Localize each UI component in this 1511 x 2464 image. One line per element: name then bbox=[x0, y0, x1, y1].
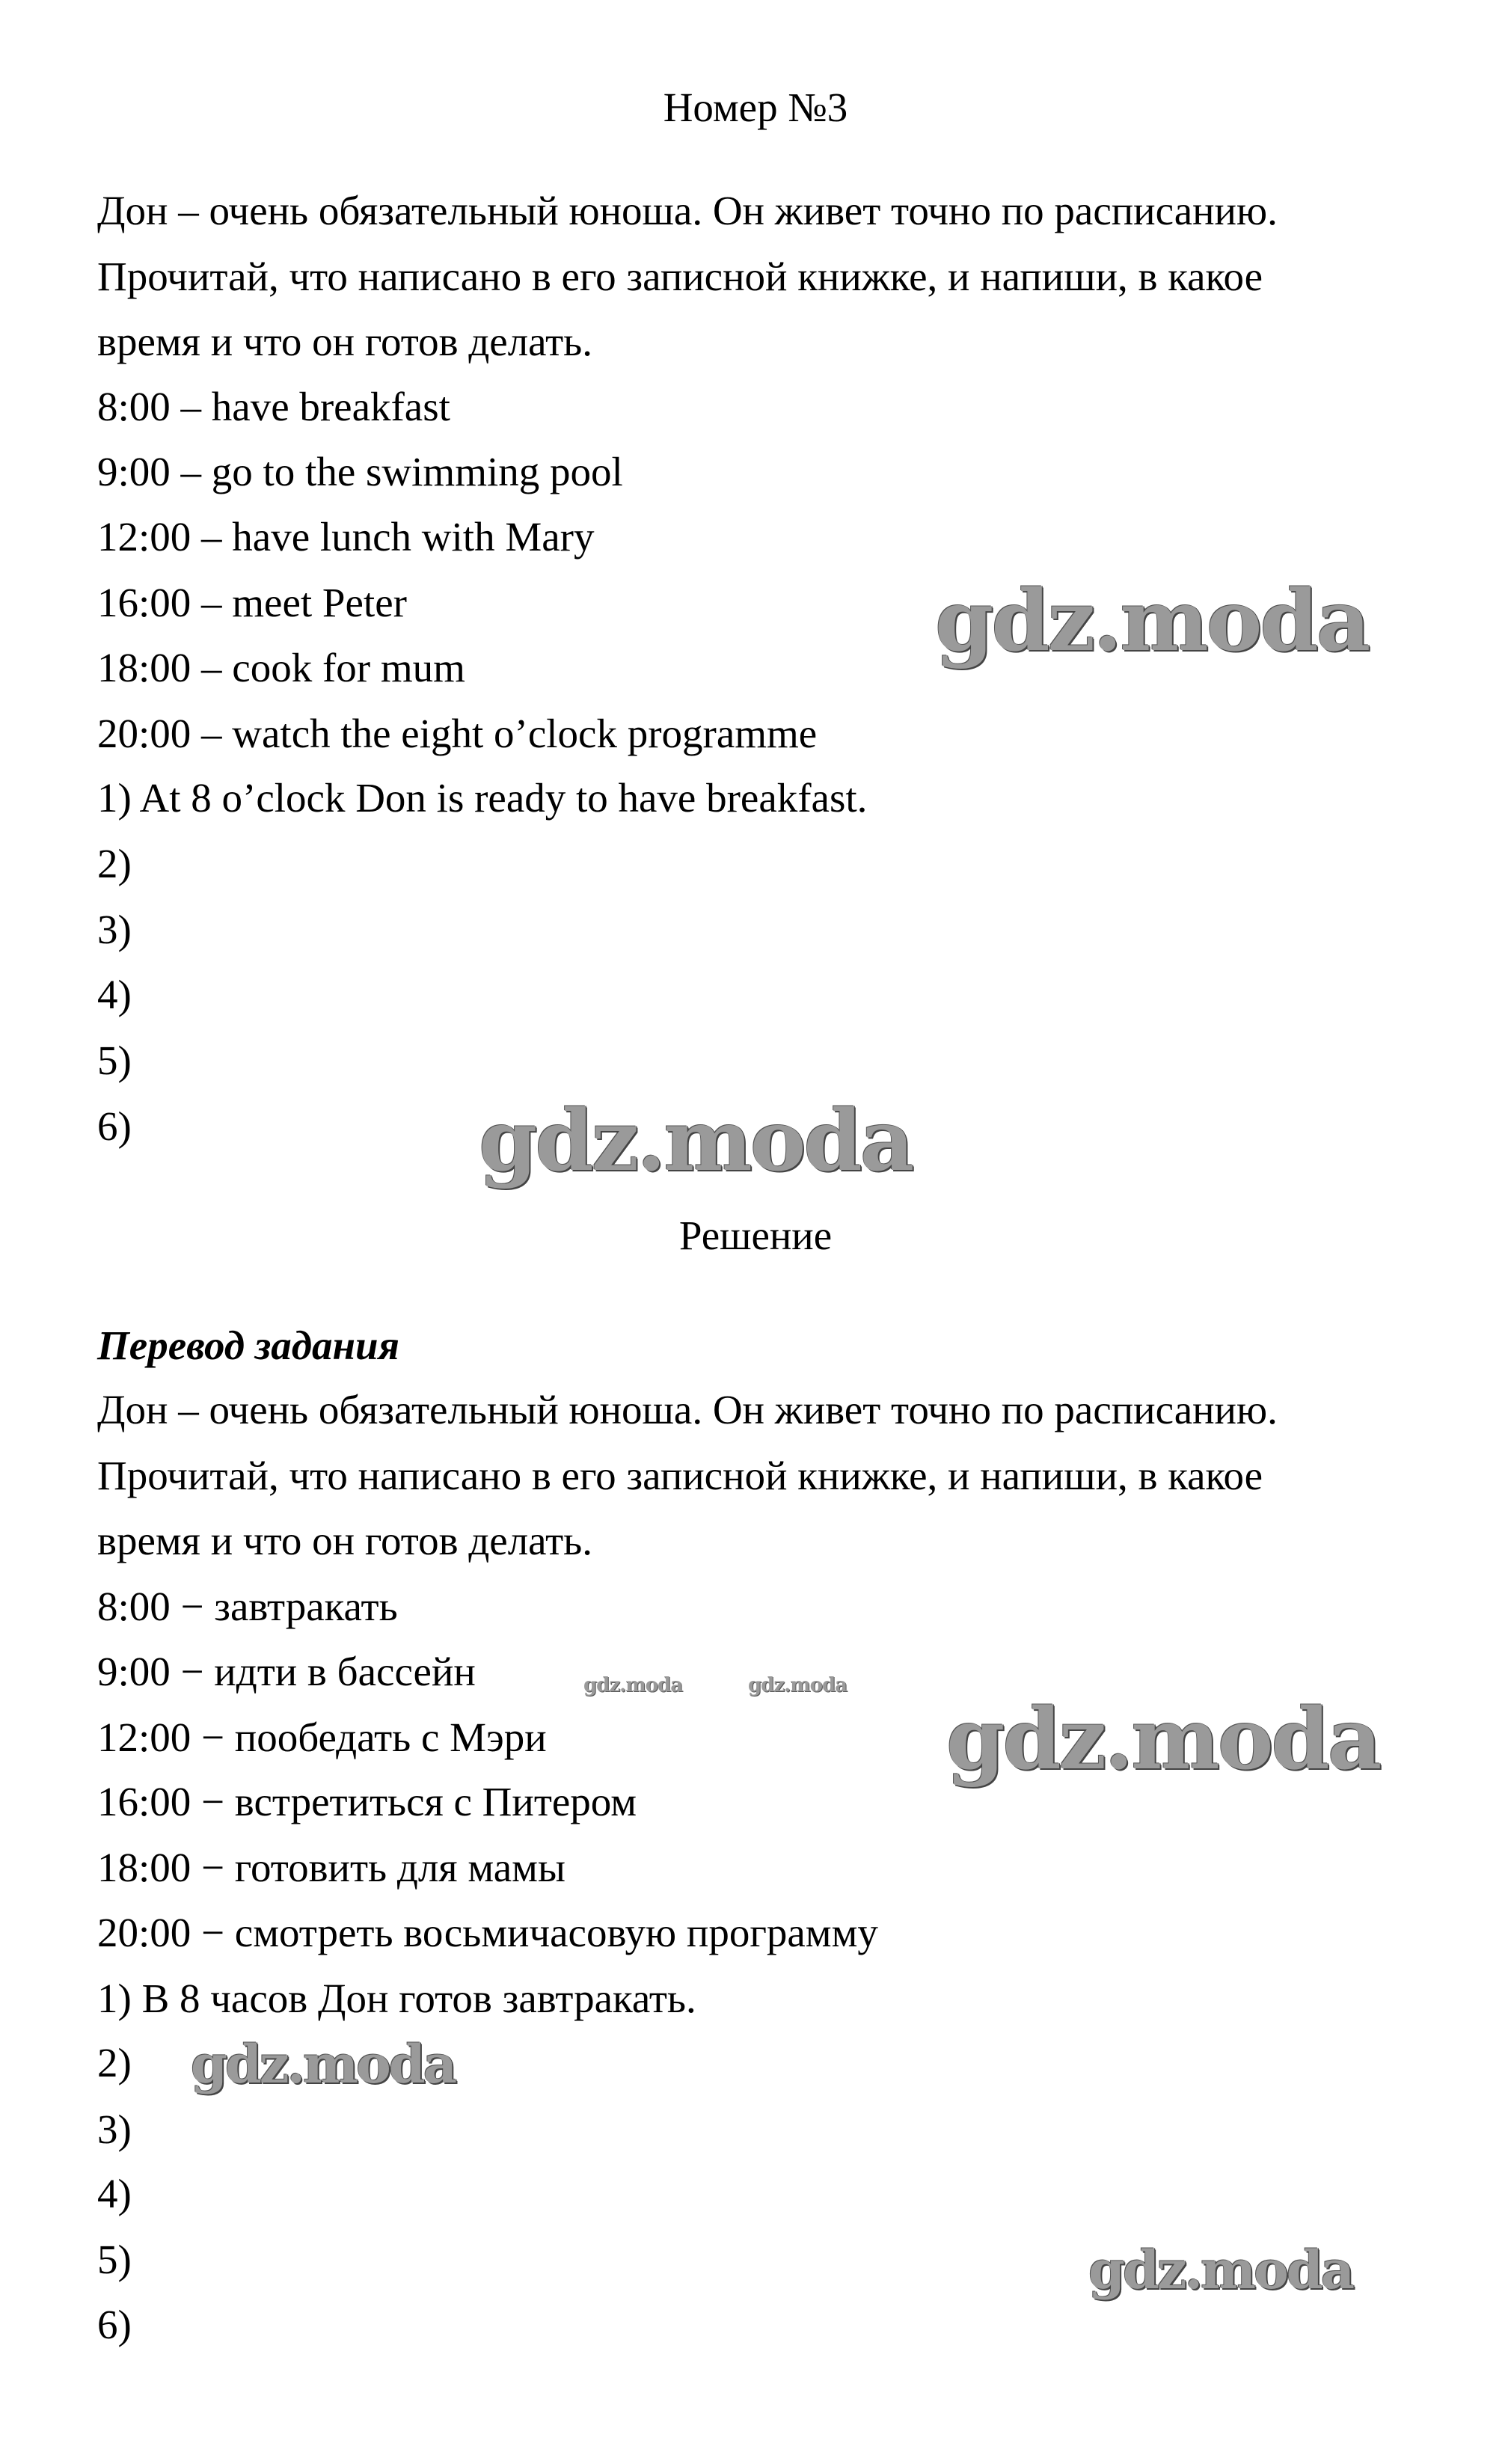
schedule-line: 12:00 – have lunch with Mary bbox=[97, 514, 595, 560]
answer-line: 3) bbox=[97, 2106, 132, 2152]
watermark: gdz.moda bbox=[1088, 2239, 1353, 2301]
answer-line: 3) bbox=[97, 907, 132, 952]
answer-line: 4) bbox=[97, 972, 132, 1017]
solution-heading: Решение bbox=[678, 1213, 833, 1258]
schedule-line: 16:00 – meet Peter bbox=[97, 580, 407, 625]
answer-line: 5) bbox=[97, 2237, 132, 2282]
answer-line: 2) bbox=[97, 841, 132, 886]
task-title: Номер №3 bbox=[663, 85, 848, 130]
answer-line: 4) bbox=[97, 2171, 132, 2216]
schedule-line: 9:00 − идти в бассейн bbox=[97, 1649, 476, 1694]
watermark: gdz.moda bbox=[191, 2033, 456, 2095]
schedule-line: 20:00 – watch the eight o’clock programme bbox=[97, 711, 818, 756]
translation-line: Дон – очень обязательный юноша. Он живет точно по расписанию. bbox=[97, 1387, 1278, 1432]
answer-line: 6) bbox=[97, 2302, 132, 2347]
schedule-line: 20:00 − смотреть восьмичасовую программу bbox=[97, 1910, 878, 1955]
answer-line: 1) At 8 o’clock Don is ready to have breakfast. bbox=[97, 775, 868, 821]
watermark: gdz.moda bbox=[935, 572, 1369, 670]
schedule-line: 18:00 − готовить для мамы bbox=[97, 1845, 566, 1890]
schedule-line: 18:00 – cook for mum bbox=[97, 645, 465, 690]
translation-line: время и что он готов делать. bbox=[97, 1518, 593, 1563]
translation-heading: Перевод задания bbox=[97, 1323, 399, 1368]
schedule-line: 9:00 – go to the swimming pool bbox=[97, 449, 623, 494]
watermark: gdz.moda bbox=[946, 1691, 1380, 1789]
task-line: Дон – очень обязательный юноша. Он живет точно по расписанию. bbox=[97, 188, 1278, 233]
answer-line: 6) bbox=[97, 1103, 132, 1149]
schedule-line: 12:00 − пообедать с Мэри bbox=[97, 1714, 547, 1760]
answer-line: 5) bbox=[97, 1038, 132, 1083]
watermark: gdz.moda bbox=[748, 1674, 848, 1697]
schedule-line: 16:00 − встретиться с Питером bbox=[97, 1779, 637, 1824]
watermark: gdz.moda bbox=[479, 1092, 913, 1190]
task-line: Прочитай, что написано в его записной книжке, и напиши, в какое bbox=[97, 254, 1263, 299]
schedule-line: 8:00 – have breakfast bbox=[97, 384, 450, 429]
schedule-line: 8:00 − завтракать bbox=[97, 1584, 398, 1629]
answer-line: 1) В 8 часов Дон готов завтракать. bbox=[97, 1976, 696, 2021]
answer-line: 2) bbox=[97, 2040, 132, 2085]
translation-line: Прочитай, что написано в его записной книжке, и напиши, в какое bbox=[97, 1453, 1263, 1498]
task-line: время и что он готов делать. bbox=[97, 319, 593, 364]
watermark: gdz.moda bbox=[583, 1674, 683, 1697]
